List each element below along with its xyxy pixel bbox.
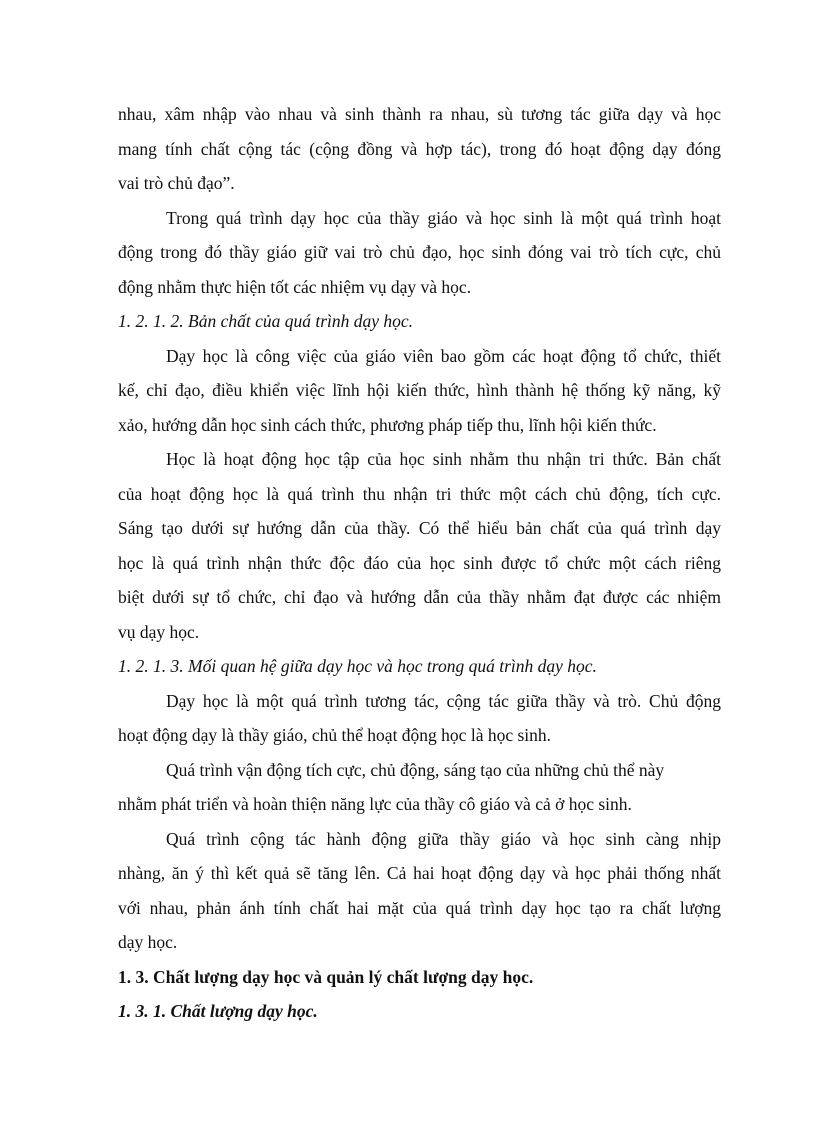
paragraph-line: dạy học.: [118, 932, 178, 952]
paragraph-line: biệt dưới sự tổ chức, chỉ đạo và hướng dẫn của thầy nhằm đạt được các nhiệm: [118, 587, 721, 607]
paragraph-line: Trong quá trình dạy học của thầy giáo và học sinh là một quá trình hoạt: [166, 208, 721, 228]
section-heading: 1. 3. Chất lượng dạy học và quản lý chất lượng dạy học.: [118, 967, 534, 987]
paragraph-line: Học là hoạt động học tập của học sinh nhằm thu nhận tri thức. Bản chất: [166, 449, 721, 469]
paragraph-line: nhàng, ăn ý thì kết quả sẽ tăng lên. Cả hai hoạt động dạy và học phải thống nhất: [118, 863, 721, 883]
paragraph-line: vai trò chủ đạo”.: [118, 173, 235, 193]
paragraph-line: Quá trình vận động tích cực, chủ động, sáng tạo của những chủ thể này: [166, 760, 665, 780]
paragraph-line: động trong đó thầy giáo giữ vai trò chủ đạo, học sinh đóng vai trò tích cực, chủ: [118, 242, 721, 262]
paragraph-line: mang tính chất cộng tác (cộng đồng và hợp tác), trong đó hoạt động dạy đóng: [118, 139, 721, 159]
paragraph-line: nhau, xâm nhập vào nhau và sinh thành ra nhau, sù tương tác giữa dạy và học: [118, 104, 721, 124]
paragraph-line: học là quá trình nhận thức độc đáo của học sinh được tổ chức một cách riêng: [118, 553, 721, 573]
paragraph-line: Sáng tạo dưới sự hướng dẫn của thầy. Có thể hiểu bản chất của quá trình dạy: [118, 518, 721, 538]
paragraph-line: hoạt động dạy là thầy giáo, chủ thể hoạt động học là học sinh.: [118, 725, 552, 745]
subsection-heading: 1. 3. 1. Chất lượng dạy học.: [118, 1001, 318, 1021]
paragraph-line: kế, chỉ đạo, điều khiển việc lĩnh hội kiến thức, hình thành hệ thống kỹ năng, kỹ: [118, 380, 721, 400]
paragraph-line: động nhằm thực hiện tốt các nhiệm vụ dạy và học.: [118, 277, 472, 297]
paragraph-line: Dạy học là một quá trình tương tác, cộng tác giữa thầy và trò. Chủ động: [166, 691, 721, 711]
paragraph-line: xảo, hướng dẫn học sinh cách thức, phương pháp tiếp thu, lĩnh hội kiến thức.: [118, 415, 657, 435]
paragraph-line: của hoạt động học là quá trình thu nhận tri thức một cách chủ động, tích cực.: [118, 484, 721, 504]
paragraph-line: vụ dạy học.: [118, 622, 200, 642]
paragraph-line: với nhau, phản ánh tính chất hai mặt của quá trình dạy học tạo ra chất lượng: [118, 898, 721, 918]
paragraph-line: Quá trình cộng tác hành động giữa thầy giáo và học sinh càng nhịp: [166, 829, 721, 849]
paragraph-line: nhằm phát triển và hoàn thiện năng lực của thầy cô giáo và cả ở học sinh.: [118, 794, 632, 814]
section-heading: 1. 2. 1. 3. Mối quan hệ giữa dạy học và học trong quá trình dạy học.: [118, 656, 597, 676]
paragraph-line: Dạy học là công việc của giáo viên bao gồm các hoạt động tổ chức, thiết: [166, 346, 721, 366]
section-heading: 1. 2. 1. 2. Bản chất của quá trình dạy học.: [118, 311, 414, 331]
